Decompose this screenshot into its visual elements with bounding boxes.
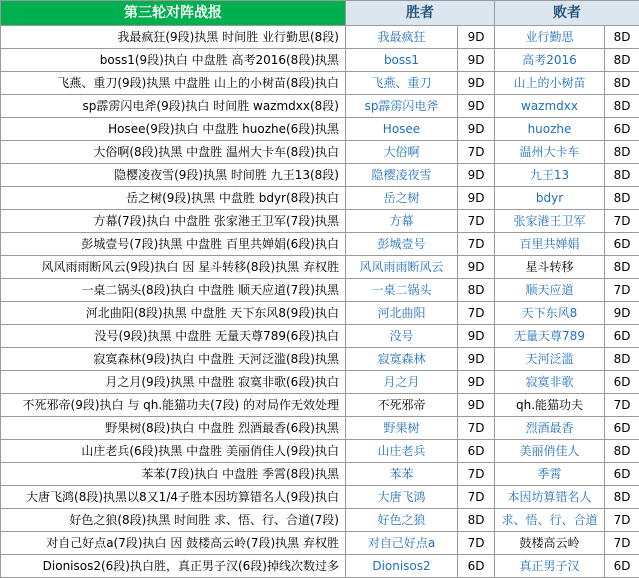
table-row xyxy=(1,463,639,486)
loser-rank-cell: 7D xyxy=(605,210,639,233)
match-result-cell: 大唐飞鸿(8段)执黑以8又1/4子胜本因坊算错名人(9段)执白 xyxy=(1,486,346,509)
winner-name-cell: 寂寞森林 xyxy=(346,348,458,371)
winner-name-cell: 隐樱凌夜雪 xyxy=(346,164,458,187)
winner-name-cell: 风风雨雨断风云 xyxy=(346,256,458,279)
match-result-cell: 好色之狼(8段)执黑 时间胜 求、悟、行、合道(7段) xyxy=(1,509,346,532)
match-result-cell: 月之月(9段)执黑 中盘胜 寂寞非歌(6段)执白 xyxy=(1,371,346,394)
round-title: 第三轮对阵战报 xyxy=(1,1,346,26)
winner-name-cell: Dionisos2 xyxy=(346,555,458,578)
loser-name-cell: 美丽俏佳人 xyxy=(495,440,605,463)
match-result-cell: 山庄老兵(6段)执黑 中盘胜 美丽俏佳人(9段)执白 xyxy=(1,440,346,463)
loser-name-cell: huozhe xyxy=(495,118,605,141)
winner-rank-cell: 9D xyxy=(458,26,495,49)
match-result-cell: sp霹雳闪电斧(9段)执白 时间胜 wazmdxx(8段) xyxy=(1,95,346,118)
match-result-cell: 我最疯狂(9段)执黑 时间胜 业行勤思(8段) xyxy=(1,26,346,49)
loser-name-cell: 寂寞非歌 xyxy=(495,371,605,394)
loser-name-cell: 本因坊算错名人 xyxy=(495,486,605,509)
loser-rank-cell: 6D xyxy=(605,371,639,394)
table-row xyxy=(1,486,639,509)
loser-name-cell: 高考2016 xyxy=(495,49,605,72)
loser-name-cell: bdyr xyxy=(495,187,605,210)
table-row xyxy=(1,187,639,210)
match-result-cell: Dionisos2(6段)执白胜，真正男子汉(6段)掉线次数过多 xyxy=(1,555,346,578)
match-result-cell: 彭城壹号(7段)执黑 中盘胜 百里共婵娟(6段)执白 xyxy=(1,233,346,256)
results-body xyxy=(1,26,639,578)
loser-rank-cell: 8D xyxy=(605,187,639,210)
loser-name-cell: 百里共婵娟 xyxy=(495,233,605,256)
table-row xyxy=(1,164,639,187)
loser-name-cell: 天下东风8 xyxy=(495,302,605,325)
winner-rank-cell: 9D xyxy=(458,325,495,348)
match-result-cell: 岳之树(9段)执黑 中盘胜 bdyr(8段)执白 xyxy=(1,187,346,210)
match-result-cell: 野果树(8段)执白 中盘胜 烈酒最香(6段)执黑 xyxy=(1,417,346,440)
loser-rank-cell: 8D xyxy=(605,256,639,279)
loser-rank-cell: 8D xyxy=(605,164,639,187)
loser-rank-cell: 8D xyxy=(605,72,639,95)
winner-name-cell: 没号 xyxy=(346,325,458,348)
winner-name-cell: 月之月 xyxy=(346,371,458,394)
winner-rank-cell: 9D xyxy=(458,187,495,210)
loser-header: 败者 xyxy=(495,1,639,26)
table-row xyxy=(1,555,639,578)
loser-name-cell: 山上的小树苗 xyxy=(495,72,605,95)
loser-rank-cell: 7D xyxy=(605,509,639,532)
winner-header: 胜者 xyxy=(346,1,495,26)
match-result-cell: 方幕(7段)执白 中盘胜 张家港王卫军(7段)执黑 xyxy=(1,210,346,233)
table-row xyxy=(1,371,639,394)
winner-rank-cell: 7D xyxy=(458,486,495,509)
loser-rank-cell: 9D xyxy=(605,302,639,325)
winner-name-cell: 大唐飞鸿 xyxy=(346,486,458,509)
match-result-cell: 苯苯(7段)执白 中盘胜 季霄(8段)执黑 xyxy=(1,463,346,486)
winner-rank-cell: 9D xyxy=(458,118,495,141)
winner-rank-cell: 8D xyxy=(458,509,495,532)
winner-name-cell: 飞燕、重刀 xyxy=(346,72,458,95)
table-row xyxy=(1,72,639,95)
winner-name-cell: Hosee xyxy=(346,118,458,141)
winner-rank-cell: 7D xyxy=(458,233,495,256)
match-result-cell: 对自己好点a(7段)执白 因 鼓楼高云岭(7段)执黑 弃权胜 xyxy=(1,532,346,555)
winner-rank-cell: 8D xyxy=(458,279,495,302)
match-result-cell: 隐樱凌夜雪(9段)执黑 时间胜 九王13(8段) xyxy=(1,164,346,187)
loser-rank-cell: 8D xyxy=(605,440,639,463)
loser-rank-cell: 6D xyxy=(605,118,639,141)
winner-name-cell: 我最疯狂 xyxy=(346,26,458,49)
table-row xyxy=(1,348,639,371)
loser-rank-cell: 7D xyxy=(605,279,639,302)
winner-name-cell: 彭城壹号 xyxy=(346,233,458,256)
winner-rank-cell: 9D xyxy=(458,95,495,118)
winner-name-cell: 河北曲阳 xyxy=(346,302,458,325)
loser-rank-cell: 8D xyxy=(605,49,639,72)
table-row xyxy=(1,256,639,279)
winner-rank-cell: 6D xyxy=(458,440,495,463)
loser-name-cell: 业行勤思 xyxy=(495,26,605,49)
loser-rank-cell: 6D xyxy=(605,417,639,440)
table-row xyxy=(1,302,639,325)
loser-name-cell: 求、悟、行、合道 xyxy=(495,509,605,532)
winner-name-cell: 大俗啊 xyxy=(346,141,458,164)
table-row xyxy=(1,279,639,302)
table-row xyxy=(1,325,639,348)
winner-rank-cell: 7D xyxy=(458,302,495,325)
table-row xyxy=(1,233,639,256)
table-row xyxy=(1,532,639,555)
loser-rank-cell: 6D xyxy=(605,555,639,578)
table-row xyxy=(1,417,639,440)
loser-rank-cell: 8D xyxy=(605,95,639,118)
table-row xyxy=(1,210,639,233)
loser-name-cell: 星斗转移 xyxy=(495,256,605,279)
match-result-cell: 飞燕、重刀(9段)执黑 中盘胜 山上的小树苗(8段)执白 xyxy=(1,72,346,95)
winner-name-cell: 方幕 xyxy=(346,210,458,233)
header-row xyxy=(1,1,639,26)
winner-rank-cell: 7D xyxy=(458,532,495,555)
loser-name-cell: wazmdxx xyxy=(495,95,605,118)
winner-name-cell: boss1 xyxy=(346,49,458,72)
winner-rank-cell: 9D xyxy=(458,49,495,72)
loser-rank-cell: 7D xyxy=(605,394,639,417)
winner-rank-cell: 9D xyxy=(458,164,495,187)
winner-name-cell: sp霹雳闪电斧 xyxy=(346,95,458,118)
loser-rank-cell: 8D xyxy=(605,348,639,371)
match-result-cell: 寂寞森林(9段)执白 中盘胜 天河泛滥(8段)执黑 xyxy=(1,348,346,371)
loser-rank-cell: 8D xyxy=(605,486,639,509)
table-row xyxy=(1,440,639,463)
table-row xyxy=(1,118,639,141)
match-result-cell: 河北曲阳(8段)执黑 中盘胜 天下东风8(9段)执白 xyxy=(1,302,346,325)
winner-name-cell: 好色之狼 xyxy=(346,509,458,532)
loser-name-cell: 天河泛滥 xyxy=(495,348,605,371)
loser-name-cell: 温州大卡车 xyxy=(495,141,605,164)
loser-name-cell: 张家港王卫军 xyxy=(495,210,605,233)
match-result-cell: 不死邪帝(9段)执白 与 qh.能猫功夫(7段) 的对局作无效处理 xyxy=(1,394,346,417)
winner-rank-cell: 9D xyxy=(458,371,495,394)
loser-name-cell: 真正男子汉 xyxy=(495,555,605,578)
table-row xyxy=(1,26,639,49)
loser-name-cell: 鼓楼高云岭 xyxy=(495,532,605,555)
winner-rank-cell: 7D xyxy=(458,417,495,440)
winner-name-cell: 岳之树 xyxy=(346,187,458,210)
match-result-cell: 一桌二锅头(8段)执白 中盘胜 顺天应道(7段)执黑 xyxy=(1,279,346,302)
loser-rank-cell: 8D xyxy=(605,26,639,49)
winner-rank-cell: 7D xyxy=(458,463,495,486)
winner-rank-cell: 9D xyxy=(458,256,495,279)
loser-rank-cell: 7D xyxy=(605,532,639,555)
winner-name-cell: 苯苯 xyxy=(346,463,458,486)
winner-name-cell: 山庄老兵 xyxy=(346,440,458,463)
match-result-cell: Hosee(9段)执白 中盘胜 huozhe(6段)执黑 xyxy=(1,118,346,141)
table-row xyxy=(1,95,639,118)
table-row xyxy=(1,49,639,72)
winner-name-cell: 野果树 xyxy=(346,417,458,440)
loser-name-cell: 季霄 xyxy=(495,463,605,486)
loser-name-cell: 无量天尊789 xyxy=(495,325,605,348)
match-result-cell: 风风雨雨断风云(9段)执白 因 星斗转移(8段)执黑 弃权胜 xyxy=(1,256,346,279)
loser-rank-cell: 6D xyxy=(605,233,639,256)
winner-name-cell: 不死邪帝 xyxy=(346,394,458,417)
match-result-cell: 大俗啊(8段)执黑 中盘胜 温州大卡车(8段)执白 xyxy=(1,141,346,164)
winner-rank-cell: 9D xyxy=(458,394,495,417)
winner-name-cell: 一桌二锅头 xyxy=(346,279,458,302)
winner-rank-cell: 7D xyxy=(458,210,495,233)
winner-rank-cell: 7D xyxy=(458,141,495,164)
loser-name-cell: 烈酒最香 xyxy=(495,417,605,440)
loser-name-cell: 九王13 xyxy=(495,164,605,187)
table-row xyxy=(1,509,639,532)
match-result-cell: 没号(9段)执黑 中盘胜 无量天尊789(6段)执白 xyxy=(1,325,346,348)
loser-name-cell: 顺天应道 xyxy=(495,279,605,302)
loser-rank-cell: 6D xyxy=(605,463,639,486)
winner-rank-cell: 9D xyxy=(458,348,495,371)
winner-rank-cell: 9D xyxy=(458,72,495,95)
table-row xyxy=(1,394,639,417)
loser-rank-cell: 6D xyxy=(605,325,639,348)
winner-rank-cell: 6D xyxy=(458,555,495,578)
loser-name-cell: qh.能猫功夫 xyxy=(495,394,605,417)
loser-rank-cell: 8D xyxy=(605,141,639,164)
match-result-cell: boss1(9段)执白 中盘胜 高考2016(8段)执黑 xyxy=(1,49,346,72)
table-row xyxy=(1,141,639,164)
winner-name-cell: 对自己好点a xyxy=(346,532,458,555)
